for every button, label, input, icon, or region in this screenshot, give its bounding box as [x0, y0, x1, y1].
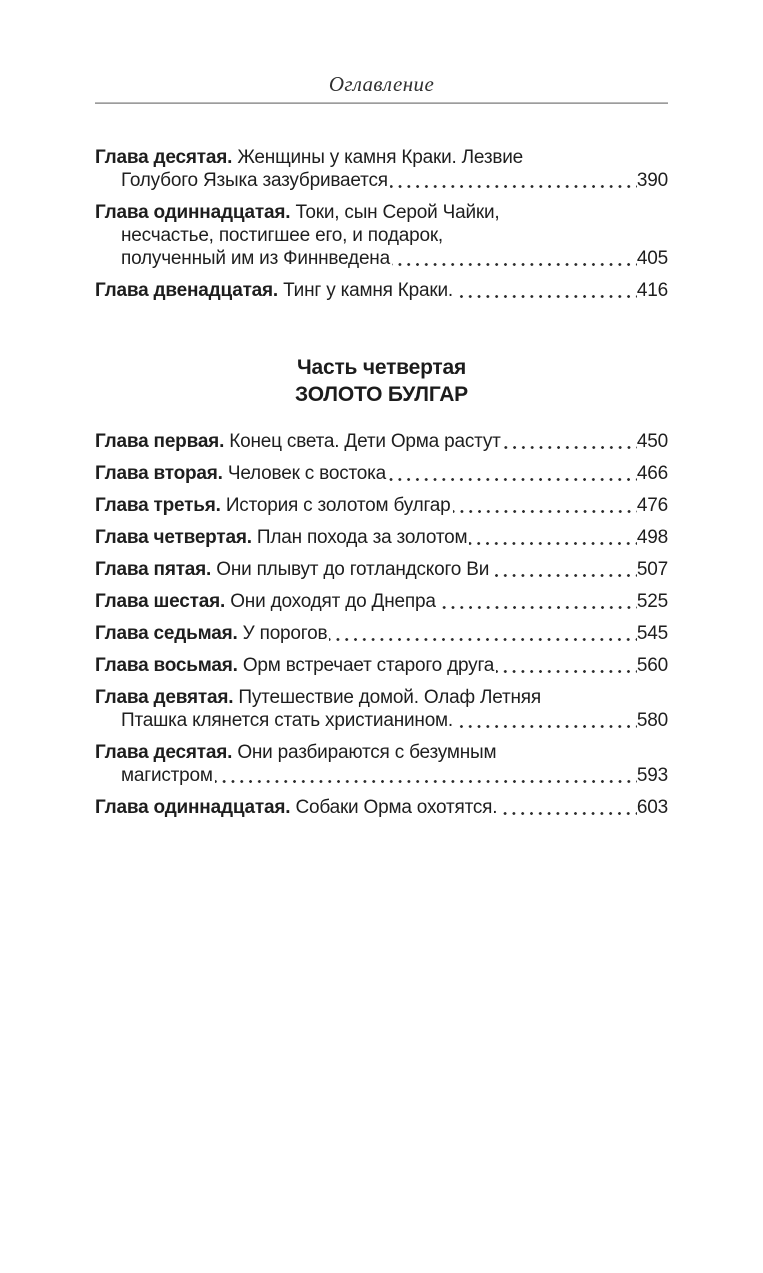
entry-text: магистром — [121, 765, 213, 786]
page-number: 525 — [636, 591, 668, 612]
entry-text-wrap — [95, 430, 501, 453]
page-number: 416 — [636, 280, 668, 301]
page-number: 498 — [636, 527, 668, 548]
toc-page — [95, 73, 668, 819]
entry-text: Пташка клянется стать христианином. — [121, 710, 454, 731]
dot-leader — [388, 462, 637, 485]
entry-line — [95, 709, 668, 732]
toc-entry — [95, 146, 668, 192]
entry-line — [95, 279, 668, 302]
entry-text-wrap — [121, 247, 390, 270]
entry-text: Они разбираются с безумным — [237, 742, 497, 763]
entry-text: История с золотом булгар — [225, 495, 451, 516]
entry-line — [95, 430, 668, 453]
entry-line — [95, 796, 668, 819]
dot-leader — [491, 558, 637, 581]
entry-text-wrap — [121, 709, 453, 732]
entry-label: Глава восьмая. — [95, 655, 238, 676]
dot-leader — [438, 590, 637, 613]
toc-section — [95, 146, 668, 302]
dot-leader — [329, 622, 637, 645]
dot-leader — [496, 654, 637, 677]
entry-line — [95, 224, 668, 247]
toc-entry — [95, 430, 668, 453]
toc-entry — [95, 526, 668, 549]
toc-entry — [95, 462, 668, 485]
toc-sections — [95, 146, 668, 819]
entry-label: Глава первая. — [95, 431, 225, 452]
entry-label: Глава шестая. — [95, 591, 226, 612]
entry-text: Женщины у камня Краки. Лезвие — [237, 147, 524, 168]
entry-line — [95, 764, 668, 787]
dot-leader — [453, 494, 637, 517]
entry-line — [95, 146, 668, 169]
entry-line — [95, 558, 668, 581]
toc-section — [95, 354, 668, 819]
dot-leader — [392, 247, 637, 270]
entry-text-wrap — [95, 201, 500, 224]
entry-line — [95, 654, 668, 677]
entry-label: Глава четвертая. — [95, 527, 252, 548]
entry-text: У порогов — [242, 623, 328, 644]
page-number: 405 — [636, 248, 668, 269]
entry-label: Глава третья. — [95, 495, 221, 516]
entry-label: Глава девятая. — [95, 687, 234, 708]
entry-line — [95, 526, 668, 549]
entry-line — [95, 169, 668, 192]
entry-label: Глава одиннадцатая. — [95, 202, 291, 223]
header-divider — [95, 102, 668, 104]
entry-text: несчастье, постигшее его, и подарок, — [121, 225, 444, 246]
toc-entry — [95, 590, 668, 613]
entry-line — [95, 590, 668, 613]
entry-label: Глава десятая. — [95, 147, 233, 168]
entry-text: Они плывут до готландского Ви — [216, 559, 490, 580]
entry-line — [95, 201, 668, 224]
entry-text-wrap — [121, 169, 388, 192]
page-number: 603 — [636, 797, 668, 818]
part-title: ЗОЛОТО БУЛГАР — [295, 383, 468, 406]
page-number: 476 — [636, 495, 668, 516]
part-heading — [95, 354, 668, 408]
entry-text: Орм встречает старого друга — [242, 655, 495, 676]
entry-text: Конец света. Дети Орма растут — [229, 431, 501, 452]
entry-text-wrap — [95, 741, 496, 764]
entry-text: План похода за золотом — [256, 527, 468, 548]
entry-line — [95, 686, 668, 709]
toc-entry — [95, 494, 668, 517]
entry-text-wrap — [95, 526, 467, 549]
entry-text: Токи, сын Серой Чайки, — [295, 202, 500, 223]
entry-label: Глава седьмая. — [95, 623, 238, 644]
dot-leader — [469, 526, 637, 549]
entry-label: Глава одиннадцатая. — [95, 797, 291, 818]
toc-entry — [95, 654, 668, 677]
entry-text-wrap — [95, 590, 436, 613]
entry-label: Глава двенадцатая. — [95, 280, 279, 301]
entry-text-wrap — [95, 686, 541, 709]
page-number: 593 — [636, 765, 668, 786]
toc-entry — [95, 558, 668, 581]
entry-text: Они доходят до Днепра — [230, 591, 436, 612]
dot-leader — [503, 430, 637, 453]
entry-line — [95, 462, 668, 485]
page-title: Оглавление — [328, 72, 435, 96]
entry-text-wrap — [121, 764, 213, 787]
dot-leader — [455, 709, 637, 732]
toc-entry — [95, 741, 668, 787]
entry-text-wrap — [121, 224, 443, 247]
page-number: 450 — [636, 431, 668, 452]
toc-entry — [95, 201, 668, 270]
dot-leader — [499, 796, 637, 819]
toc-entry — [95, 796, 668, 819]
page-number: 560 — [636, 655, 668, 676]
entry-text-wrap — [95, 146, 523, 169]
entry-line — [95, 494, 668, 517]
entry-text: полученный им из Финнведена — [121, 248, 390, 269]
dot-leader — [455, 279, 637, 302]
page-number: 390 — [636, 170, 668, 191]
entry-text-wrap — [95, 462, 386, 485]
entry-line — [95, 622, 668, 645]
entry-text-wrap — [95, 558, 489, 581]
page-number: 545 — [636, 623, 668, 644]
entry-text: Тинг у камня Краки. — [283, 280, 453, 301]
part-number: Часть четвертая — [296, 356, 467, 379]
entry-text-wrap — [95, 494, 451, 517]
entry-text: Путешествие домой. Олаф Летняя — [238, 687, 541, 708]
toc-entry — [95, 279, 668, 302]
entry-label: Глава вторая. — [95, 463, 223, 484]
entry-text-wrap — [95, 279, 453, 302]
entry-text: Голубого Языка зазубривается — [121, 170, 388, 191]
entry-text: Собаки Орма охотятся. — [295, 797, 498, 818]
page-number: 466 — [636, 463, 668, 484]
entry-text: Человек с востока — [227, 463, 387, 484]
entry-label: Глава десятая. — [95, 742, 233, 763]
toc-entry — [95, 686, 668, 732]
page-number: 580 — [636, 710, 668, 731]
entry-line — [95, 741, 668, 764]
page-number: 507 — [636, 559, 668, 580]
entry-text-wrap — [95, 622, 327, 645]
entry-label: Глава пятая. — [95, 559, 212, 580]
toc-entry — [95, 622, 668, 645]
dot-leader — [215, 764, 637, 787]
entry-text-wrap — [95, 654, 494, 677]
dot-leader — [390, 169, 637, 192]
entry-line — [95, 247, 668, 270]
entry-text-wrap — [95, 796, 497, 819]
